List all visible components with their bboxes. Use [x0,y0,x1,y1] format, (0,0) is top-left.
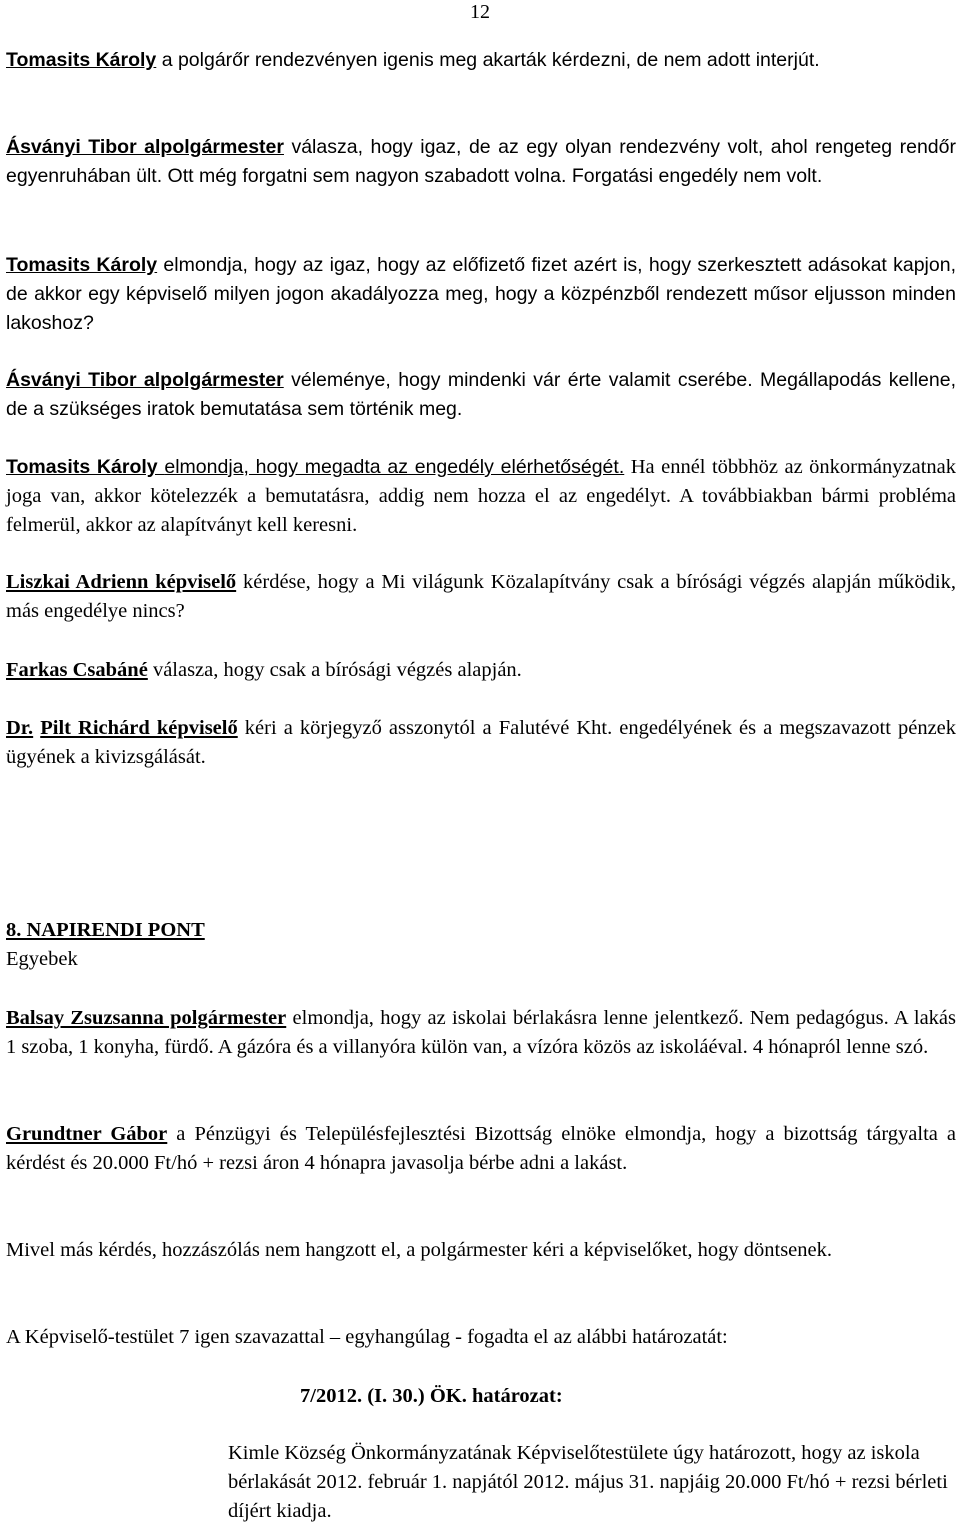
speaker-name: Liszkai Adrienn képviselő [6,571,237,593]
paragraph-text: a polgárőr rendezvényen igenis meg akarták kérdezni, de nem adott interjút. [156,49,820,71]
paragraph-text: válasza, hogy igaz, de az egy olyan rendezvény volt, ahol rengeteg rendőr egyenruhában ült. Ott még forgatni sem nagyon szabadott volna. Forgatási engedély nem volt. [6,136,956,187]
agenda-subheading: Egyebek [6,948,78,970]
paragraph-pilt [6,714,956,772]
speaker-name: Tomasits Károly [6,49,157,71]
speaker-name: Pilt Richárd képviselő [40,717,238,739]
paragraph-liszkai [6,568,956,626]
speaker-name: Ásványi Tibor alpolgármester [6,369,284,391]
paragraph-text: véleménye, hogy mindenki vár érte valamit cserébe. Megállapodás kellene, de a szükséges iratok bemutatása sem történik meg. [6,369,956,420]
paragraph-text: a Pénzügyi és Településfejlesztési Bizottság elnöke elmondja, hogy a bizottság tárgyalta a kérdést és 20.000 Ft/hó + rezsi áron 4 hónapra javasolja bérbe adni a lakást. [6,1123,956,1174]
paragraph-farkas [6,656,956,685]
paragraph-grundtner [6,1120,956,1178]
paragraph-decision-request: Mivel más kérdés, hozzászólás nem hangzott el, a polgármester kéri a képviselőket, hogy döntsenek. [6,1239,833,1261]
agenda-heading: 8. NAPIRENDI PONT [6,919,205,941]
speaker-name: Grundtner Gábor [6,1123,168,1145]
speaker-name: Ásványi Tibor alpolgármester [6,136,284,158]
paragraph-text: elmondja, hogy az igaz, hogy az előfizető fizet azért is, hogy szerkesztett adásokat kapjon, de akkor egy képviselő milyen jogon akadályozza meg, hogy a közpénzből rendezett műsor eljusson minden lakoshoz? [6,254,956,334]
paragraph-balsay [6,1004,956,1062]
speaker-prefix: Dr. [6,717,34,739]
page-number: 12 [470,1,490,23]
paragraph-tomasits-1 [6,46,956,75]
speaker-name: Tomasits Károly [6,456,165,478]
paragraph-text: elmondja, hogy az iskolai bérlakásra lenne jelentkező. Nem pedagógus. A lakás 1 szoba, 1 konyha, fürdő. A gázóra és a villanyóra külön van, a vízóra közös az iskoláéval. 4 hónapról lenne szó. [6,1007,956,1058]
paragraph-text: válasza, hogy csak a bírósági végzés alapján. [147,659,522,681]
speaker-name: Tomasits Károly [6,254,158,276]
paragraph-text: kéri a körjegyző asszonytól a Falutévé Kht. engedélyének és a megszavazott pénzek ügyének a kivizsgálását. [6,717,957,768]
resolution-body: Kimle Község Önkormányzatának Képviselőtestülete úgy határozott, hogy az iskola bérlakását 2012. február 1. napjától 2012. május 31. napjáig 20.000 Ft/hó + rezsi bérleti díjért kiadja. [228,1442,948,1522]
paragraph-text: Ha ennél többhöz az önkormányzatnak joga van, akkor kötelezzék a bemutatásra, addig nem hozza el az engedélyt. A továbbiakban bármi probléma felmerül, akkor az alapítványt kell keresni. [6,456,956,536]
speaker-name: Balsay Zsuzsanna polgármester [6,1007,287,1029]
paragraph-text-underlined: elmondja, hogy megadta az engedély elérhetőségét. [164,456,625,478]
paragraph-text: kérdése, hogy a Mi világunk Közalapítvány csak a bírósági végzés alapján működik, más engedélye nincs? [6,571,957,622]
paragraph-tomasits-3 [6,453,956,540]
paragraph-tomasits-2 [6,251,956,338]
paragraph-vote-result: A Képviselő-testület 7 igen szavazattal ‒ egyhangúlag - fogadta el az alábbi határozatát: [6,1326,728,1348]
paragraph-asvanyi-2 [6,366,956,424]
resolution-title: 7/2012. (I. 30.) ÖK. határozat: [300,1385,563,1407]
speaker-name: Farkas Csabáné [6,659,148,681]
paragraph-asvanyi-1 [6,133,956,191]
